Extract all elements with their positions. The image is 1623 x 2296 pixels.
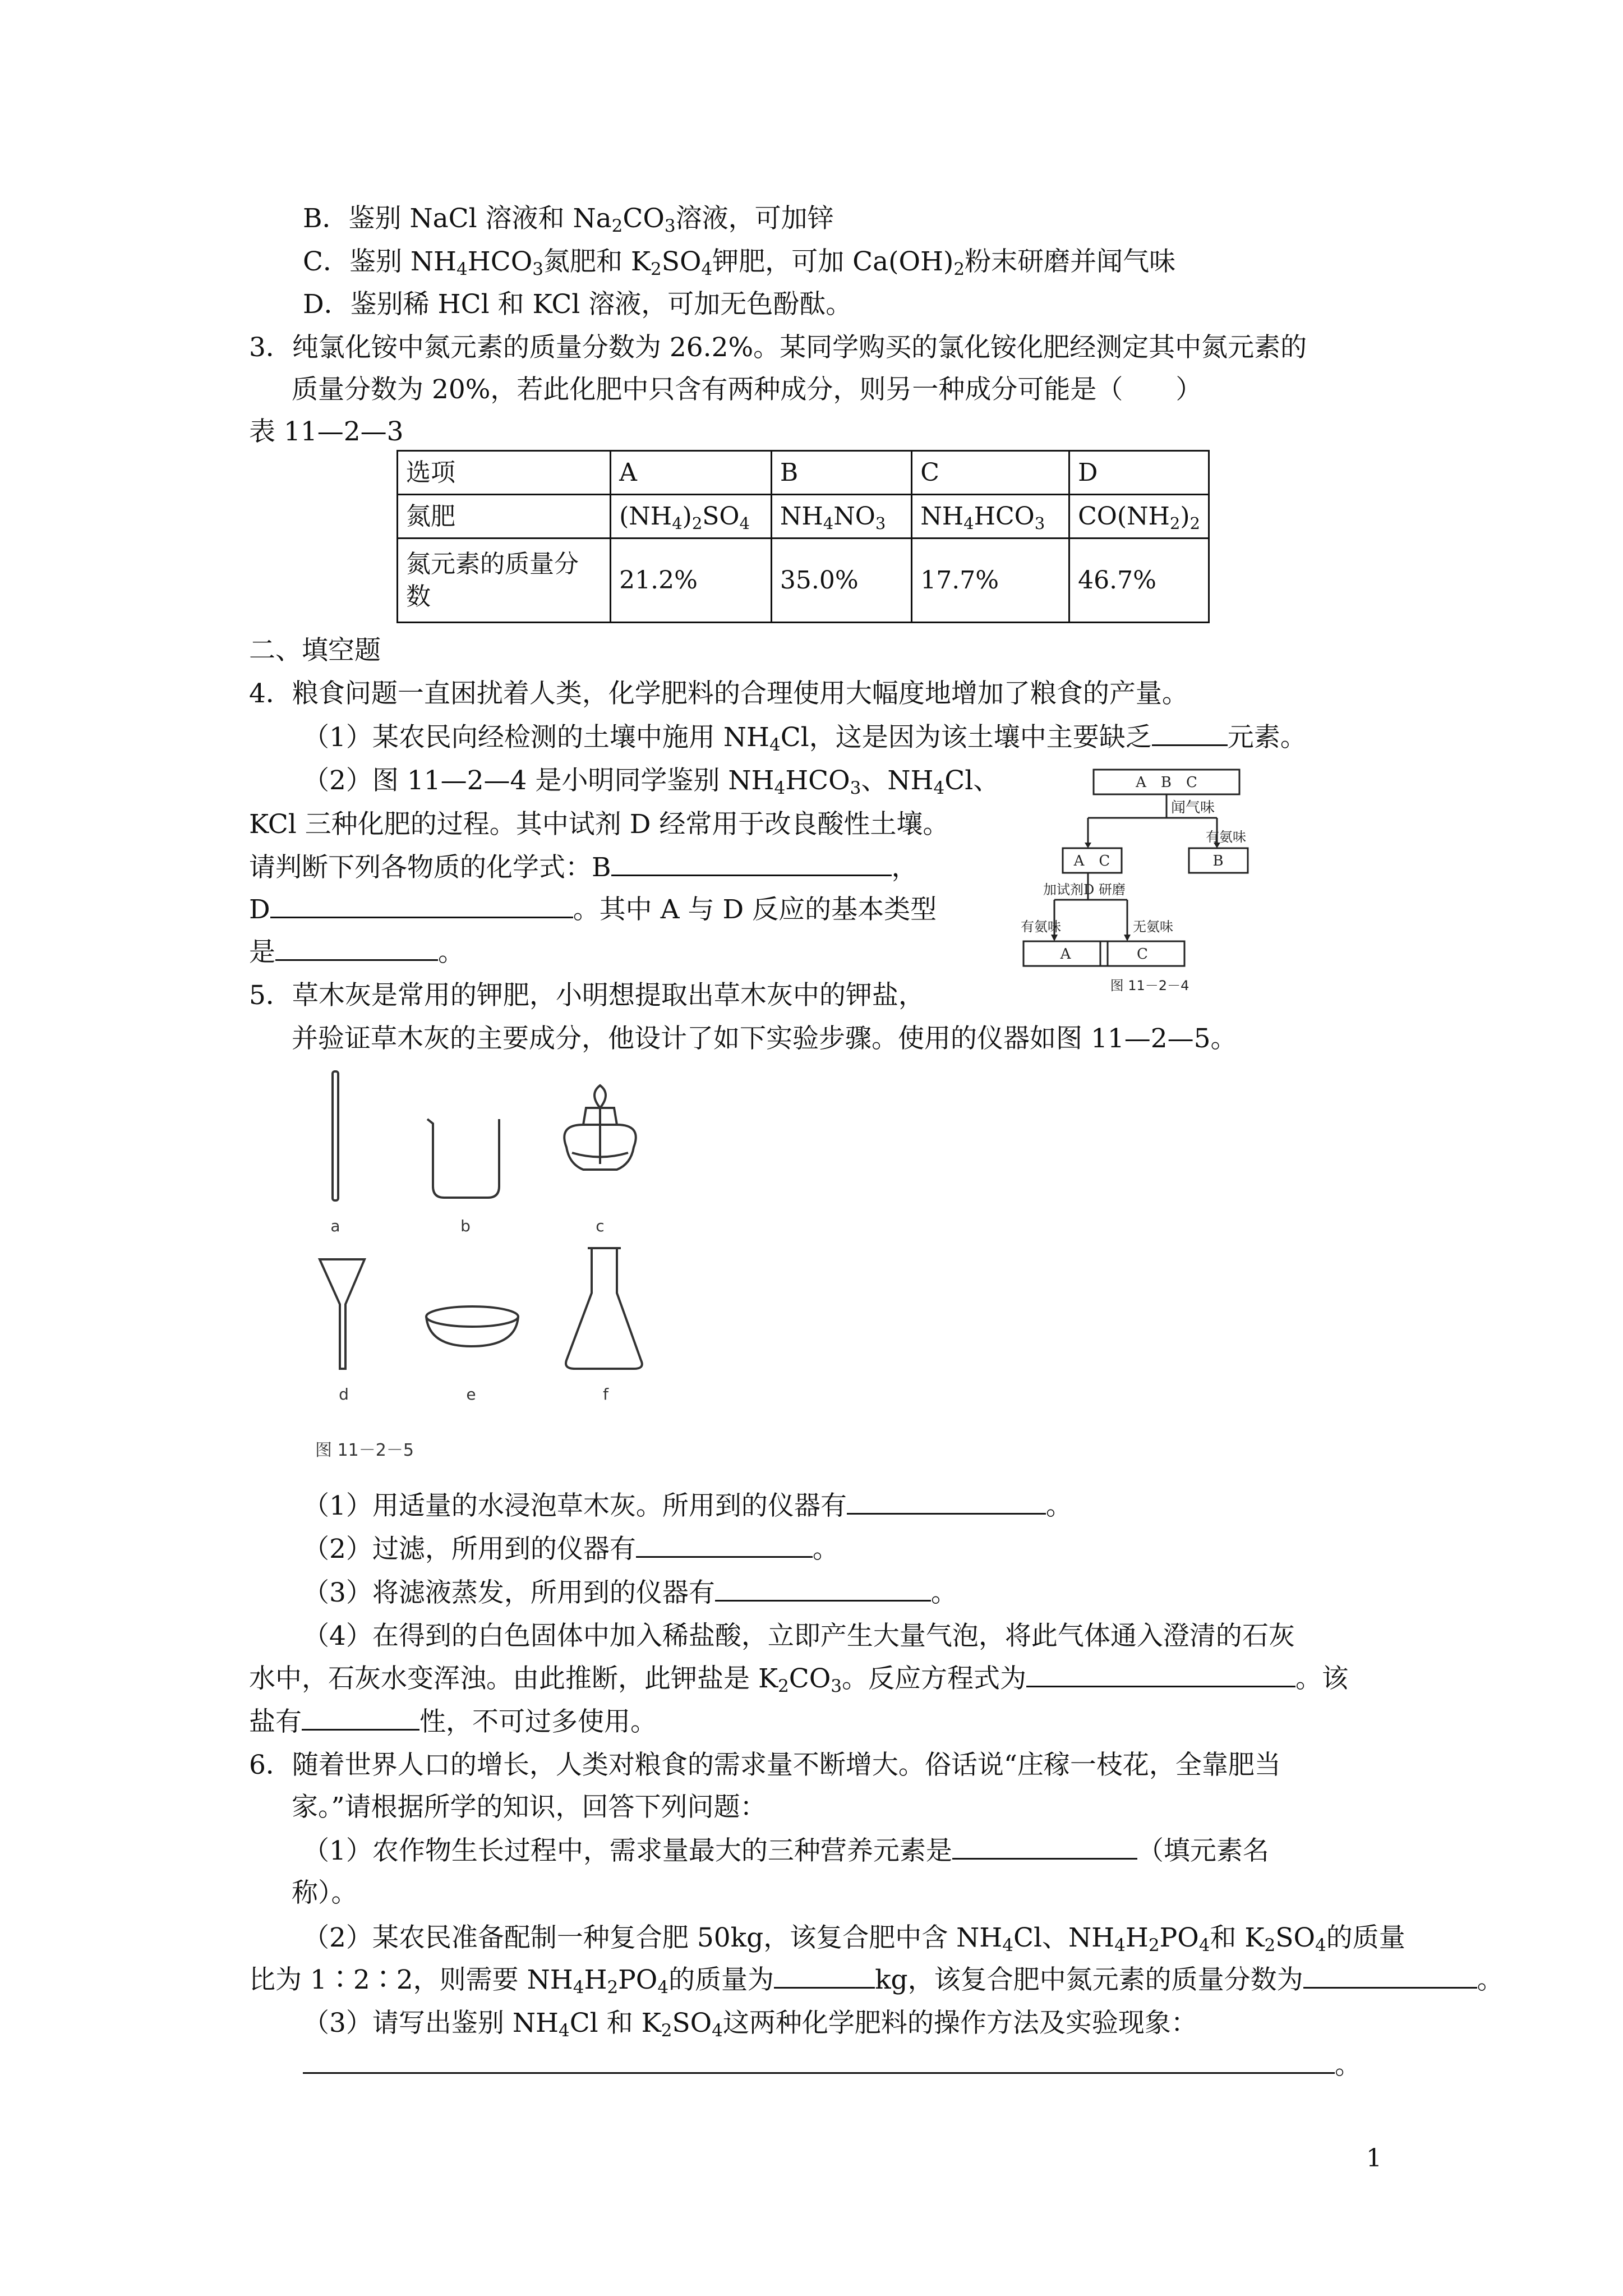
flow-mid-label: A C [1073, 853, 1110, 869]
apparatus-caption: 图 11－2－5 [315, 1441, 414, 1460]
q5-step4: （4）在得到的白色固体中加入稀盐酸，立即产生大量气泡，将此气体通入澄清的石灰 [303, 1621, 1295, 1651]
answer-blank[interactable] [1152, 722, 1228, 746]
q6-part1: （1）农作物生长过程中，需求量最大的三种营养元素是 （填元素名 [303, 1835, 1269, 1866]
answer-blank[interactable] [302, 1706, 419, 1731]
table-cell: 21.2% [611, 539, 772, 623]
q4-line6: 是 。 [249, 937, 464, 968]
option-b: B．鉴别 NaCl 溶液和 $Na_2CO_3$溶液，可加锌 [303, 203, 834, 236]
funnel-icon [320, 1259, 365, 1369]
table-cell: 46.7% [1069, 539, 1209, 623]
label-c: c [596, 1217, 605, 1235]
label-b: b [460, 1217, 471, 1235]
table-row [398, 539, 1209, 623]
q5-step3: （3）将滤液蒸发，所用到的仪器有 。 [303, 1577, 957, 1608]
apparatus-figure [303, 1063, 729, 1473]
label-a: a [330, 1217, 340, 1235]
conical-flask-icon [566, 1248, 642, 1369]
beaker-icon [427, 1119, 499, 1198]
table-cell: A [611, 451, 772, 495]
q4-line4: 请判断下列各物质的化学式：B ， [249, 852, 918, 883]
answer-blank-reaction-type[interactable] [275, 937, 438, 961]
glass-rod-icon [333, 1071, 338, 1200]
section-heading: 二、填空题 [249, 635, 381, 666]
q4-line5: D 。其中 A 与 D 反应的基本类型 [249, 894, 937, 925]
label-f: f [603, 1385, 608, 1404]
table-cell: $CO(NH_2)_2$ [1069, 495, 1209, 539]
table-cell: 35.0% [771, 539, 911, 623]
flow-b-label: B [1212, 853, 1224, 869]
fertilizer-table [396, 450, 1210, 623]
q6-part2-line2: 比为 1∶2∶2，则需要 $NH_4H_2PO_4$的质量为 kg，该复合肥中氮元素的质量分数为 。 [249, 1964, 1504, 1998]
flow-a-label: A [1060, 946, 1071, 963]
table-cell: D [1069, 451, 1209, 495]
flow-caption: 图 11－2－4 [1110, 978, 1189, 993]
q6-part2: （2）某农民准备配制一种复合肥 50kg，该复合肥中含 $NH_4Cl$、$NH_4H_2PO_4$和 $K_2SO_4$的质量 [303, 1922, 1405, 1955]
answer-blank[interactable] [847, 1490, 1046, 1515]
q5-step1: （1）用适量的水浸泡草木灰。所用到的仪器有 。 [303, 1490, 1072, 1521]
flow-smell-label: 闻气味 [1171, 799, 1215, 816]
answer-blank-equation[interactable] [1026, 1663, 1295, 1687]
table-cell: 氮元素的质量分 数 [398, 539, 611, 623]
evaporating-dish-icon [426, 1306, 518, 1346]
flow-noammonia-label: 无氨味 [1133, 919, 1173, 935]
table-cell: 氮肥 [398, 495, 611, 539]
table-cell: $NH_4HCO_3$ [912, 495, 1069, 539]
q6-line1: 6．随着世界人口的增长，人类对粮食的需求量不断增大。俗话说“庄稼一枝花，全靠肥当 [249, 1750, 1281, 1780]
q6-part3: （3）请写出鉴别 $NH_4Cl$ 和 $K_2SO_4$这两种化学肥料的操作方法及实验现象： [303, 2008, 1197, 2041]
q5-step2: （2）过滤，所用到的仪器有 。 [303, 1534, 839, 1565]
label-e: e [466, 1385, 476, 1404]
table-cell: 17.7% [912, 539, 1069, 623]
answer-blank[interactable] [715, 1577, 931, 1602]
table-cell: B [771, 451, 911, 495]
answer-blank[interactable] [636, 1534, 813, 1558]
q3-line2: 质量分数为 20%，若此化肥中只含有两种成分，则另一种成分可能是（ ） [292, 374, 1202, 405]
table-cell: C [912, 451, 1069, 495]
flow-diagram [1021, 763, 1279, 999]
q4-part2: （2）图 11—2—4 是小明同学鉴别 $NH_4HCO_3$、$NH_4Cl$、 [303, 765, 1000, 798]
q3-line1: 3．纯氯化铵中氮元素的质量分数为 26.2%。某同学购买的氯化铵化肥经测定其中氮元素的 [249, 332, 1307, 363]
page-number: 1 [1366, 2144, 1382, 2173]
table-cell: $(NH_4)_2SO_4$ [611, 495, 772, 539]
table-cell: $NH_4NO_3$ [771, 495, 911, 539]
q6-line2: 家。”请根据所学的知识，回答下列问题： [292, 1792, 767, 1823]
answer-blank-b[interactable] [611, 852, 892, 876]
option-c: C．鉴别 $NH_4HCO_3$氮肥和 $K_2SO_4$钾肥，可加 $Ca(OH)_2$粉末研磨并闻气味 [303, 246, 1176, 279]
option-d: D．鉴别稀 HCl 和 KCl 溶液，可加无色酚酞。 [303, 289, 852, 320]
q4-line1: 4．粮食问题一直困扰着人类，化学肥料的合理使用大幅度地增加了粮食的产量。 [249, 678, 1188, 709]
flow-c-label: C [1137, 946, 1148, 963]
alcohol-lamp-icon [564, 1085, 636, 1170]
q5-step4-line3: 盐有 性，不可过多使用。 [249, 1706, 657, 1737]
answer-blank-d[interactable] [270, 894, 573, 918]
q5-line1: 5．草木灰是常用的钾肥，小明想提取出草木灰中的钾盐， [249, 980, 925, 1011]
q6-part3-answer: 。 [303, 2049, 1361, 2082]
label-d: d [339, 1385, 349, 1404]
flow-ammonia2-label: 有氨味 [1021, 919, 1061, 935]
q4-line3: KCl 三种化肥的过程。其中试剂 D 经常用于改良酸性土壤。 [249, 809, 949, 840]
table-row [398, 495, 1209, 539]
answer-blank-mass[interactable] [774, 1964, 875, 1989]
q6-part1-line2: 称）。 [292, 1878, 358, 1908]
table-title: 表 11—2—3 [249, 416, 404, 447]
q5-step4-line2: 水中，石灰水变浑浊。由此推断，此钾盐是 $K_2CO_3$。反应方程式为 。该 [249, 1663, 1349, 1696]
answer-blank-long[interactable] [303, 2050, 1335, 2074]
flow-ammonia1-label: 有氨味 [1206, 829, 1246, 845]
flow-reagent-label: 加试剂D 研磨 [1043, 882, 1126, 898]
table-cell: 选项 [398, 451, 611, 495]
flow-top-label: A B C [1136, 774, 1197, 791]
answer-blank-fraction[interactable] [1303, 1964, 1477, 1989]
q5-line2: 并验证草木灰的主要成分，他设计了如下实验步骤。使用的仪器如图 11—2—5。 [292, 1023, 1237, 1054]
q4-part1: （1）某农民向经检测的土壤中施用 $NH_4Cl$，这是因为该土壤中主要缺乏 元素。 [303, 722, 1307, 755]
answer-blank[interactable] [952, 1835, 1137, 1860]
table-header-row [398, 451, 1209, 495]
